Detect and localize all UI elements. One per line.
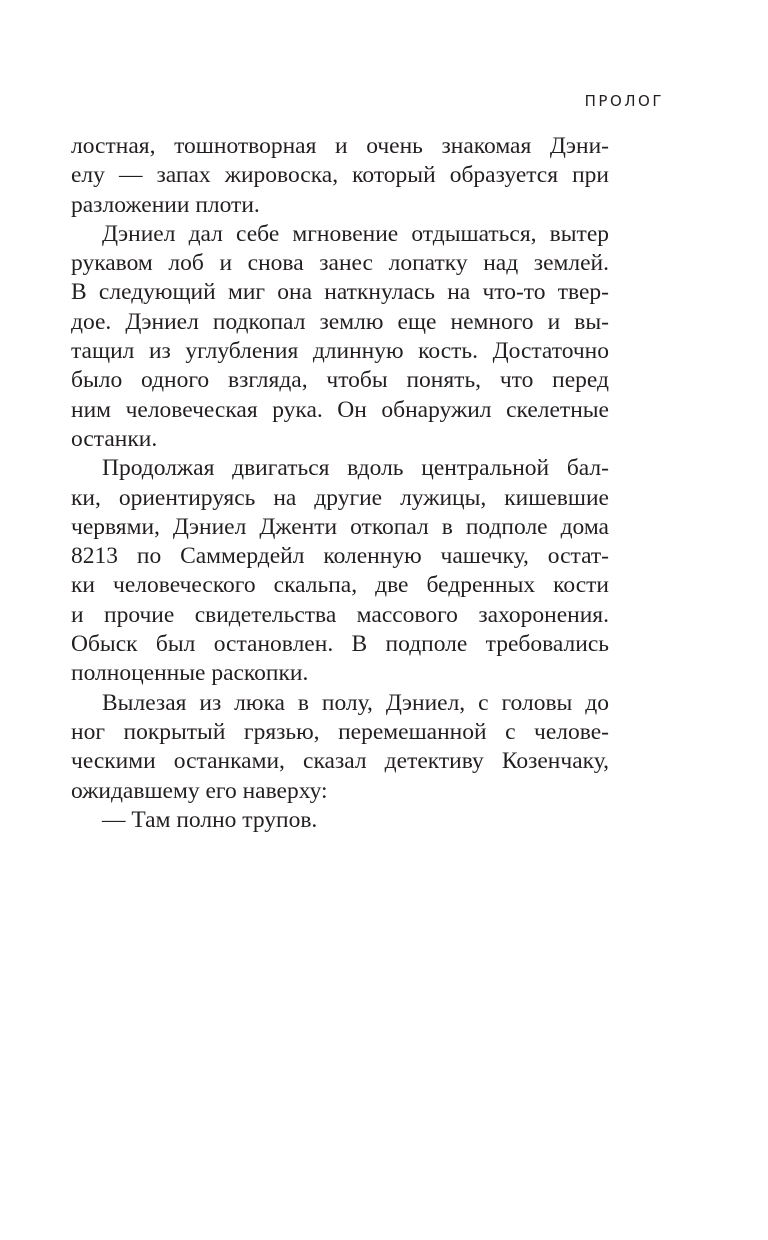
text-line: и прочие свидетельства массового захоронения.	[71, 601, 609, 628]
paragraph	[71, 132, 609, 220]
dialogue-paragraph	[71, 806, 609, 835]
running-head: ПРОЛОГ	[584, 92, 664, 110]
text-line: червями, Дэниел Дженти откопал в подполе дома	[71, 513, 609, 540]
text-line: ним человеческая рука. Он обнаружил скелетные	[71, 396, 609, 423]
paragraph	[71, 454, 609, 688]
text-line: ки человеческого скальпа, две бедренных кости	[71, 572, 609, 599]
text-line: Дэниел дал себе мгновение отдышаться, вытер	[102, 220, 609, 247]
text-line: Вылезая из люка в полу, Дэниел, с головы до	[102, 689, 609, 716]
text-line: В следующий миг она наткнулась на что-то твер-	[71, 279, 609, 306]
dialogue-line: — Там полно трупов.	[102, 806, 318, 833]
text-line: Обыск был остановлен. В подполе требовались	[71, 631, 609, 658]
text-line: рукавом лоб и снова занес лопатку над землей.	[71, 250, 609, 277]
text-line: дое. Дэниел подкопал землю еще немного и вы-	[71, 308, 609, 335]
text-line: лостная, тошнотворная и очень знакомая Дэни-	[71, 133, 609, 159]
text-line: елу — запах жировоска, который образуется при	[71, 162, 609, 189]
body-text	[71, 132, 609, 835]
text-line: полноценные раскопки.	[71, 660, 309, 687]
paragraph	[71, 220, 609, 454]
text-line: ожидавшему его наверху:	[71, 777, 328, 804]
text-line: ки, ориентируясь на другие лужицы, кишевшие	[71, 484, 609, 511]
paragraph	[71, 689, 609, 806]
text-line: 8213 по Саммердейл коленную чашечку, остат-	[71, 543, 609, 570]
text-line: останки.	[71, 425, 158, 452]
text-line: ног покрытый грязью, перемешанной с челове-	[71, 718, 609, 745]
text-line: разложении плоти.	[71, 191, 260, 218]
text-line: Продолжая двигаться вдоль центральной бал-	[102, 455, 609, 482]
text-line: ческими останками, сказал детективу Козенчаку,	[71, 748, 609, 775]
text-line: было одного взгляда, чтобы понять, что перед	[71, 367, 609, 394]
text-line: тащил из углубления длинную кость. Достаточно	[71, 338, 609, 365]
